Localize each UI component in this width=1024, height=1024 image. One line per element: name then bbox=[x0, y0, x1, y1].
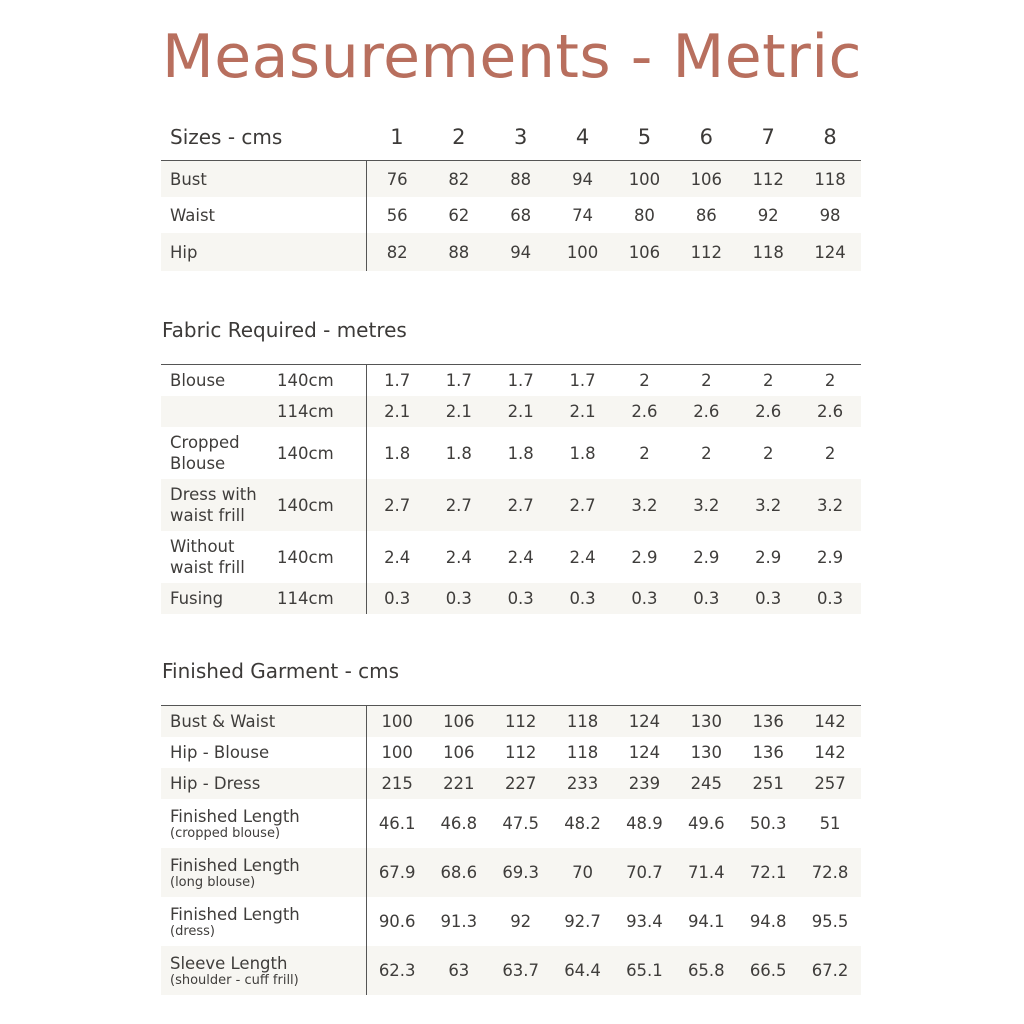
table-cell: 88 bbox=[428, 233, 490, 271]
table-cell: 2.6 bbox=[799, 396, 861, 427]
fabric-width: 114cm bbox=[277, 396, 366, 427]
table-cell: 2.4 bbox=[384, 547, 411, 567]
row-label bbox=[161, 396, 277, 427]
table-cell: 2.6 bbox=[675, 396, 737, 427]
table-cell: 215 bbox=[366, 768, 428, 799]
table-cell: 0.3 bbox=[552, 583, 614, 614]
table-cell: 0.3 bbox=[799, 583, 861, 614]
table-row bbox=[161, 583, 861, 614]
row-label-note: (shoulder - cuff frill) bbox=[170, 972, 299, 988]
row-label-line1: Cropped bbox=[170, 433, 240, 452]
page-title: Measurements - Metric bbox=[161, 22, 862, 92]
table-cell: 86 bbox=[695, 205, 717, 225]
row-label bbox=[161, 427, 277, 479]
table-cell: 68 bbox=[510, 205, 532, 225]
fabric-width: 140cm bbox=[277, 427, 366, 479]
table-cell: 239 bbox=[614, 768, 676, 799]
table-cell: 112 bbox=[737, 161, 799, 198]
size-header: 2 bbox=[452, 125, 466, 149]
size-header: 7 bbox=[761, 125, 775, 149]
table-cell: 118 bbox=[566, 743, 599, 762]
table-cell: 2 bbox=[824, 443, 836, 463]
table-row bbox=[161, 897, 861, 946]
table-cell: 68.6 bbox=[428, 848, 490, 897]
sizes-header-row bbox=[161, 114, 861, 161]
row-label-line2: waist frill bbox=[170, 558, 245, 577]
table-cell: 94 bbox=[490, 233, 552, 271]
table-cell: 106 bbox=[428, 706, 490, 738]
table-cell: 70.7 bbox=[614, 848, 676, 897]
table-row bbox=[161, 396, 861, 427]
table-cell: 112 bbox=[675, 233, 737, 271]
table-cell: 2.1 bbox=[552, 396, 614, 427]
fabric-width: 140cm bbox=[277, 365, 366, 397]
table-cell: 2 bbox=[701, 443, 712, 463]
row-label-note: (long blouse) bbox=[170, 874, 256, 890]
row-label: Hip - Dress bbox=[161, 768, 366, 799]
table-cell: 0.3 bbox=[428, 583, 490, 614]
sizes-table bbox=[161, 114, 861, 271]
table-cell: 1.7 bbox=[507, 371, 534, 390]
table-cell: 233 bbox=[552, 768, 614, 799]
table-cell: 92 bbox=[510, 912, 532, 931]
table-cell: 2.6 bbox=[737, 396, 799, 427]
table-cell: 72.8 bbox=[799, 848, 861, 897]
table-cell: 65.8 bbox=[675, 946, 737, 995]
table-cell: 124 bbox=[799, 233, 861, 271]
table-cell: 2.1 bbox=[490, 396, 552, 427]
table-cell: 69.3 bbox=[490, 848, 552, 897]
table-row bbox=[161, 161, 861, 198]
table-cell: 118 bbox=[799, 161, 861, 198]
table-cell: 245 bbox=[675, 768, 737, 799]
table-cell: 251 bbox=[737, 768, 799, 799]
table-cell: 130 bbox=[690, 743, 723, 762]
table-cell: 3.2 bbox=[675, 479, 737, 531]
table-cell: 65.1 bbox=[614, 946, 676, 995]
row-label: Bust & Waist bbox=[161, 706, 366, 738]
table-cell: 2.1 bbox=[366, 396, 428, 427]
table-row bbox=[161, 706, 861, 738]
row-label bbox=[161, 897, 366, 946]
row-label-line1: Without bbox=[170, 537, 235, 556]
table-cell: 70 bbox=[552, 848, 614, 897]
row-label: Bust bbox=[161, 161, 366, 198]
table-cell: 82 bbox=[366, 233, 428, 271]
table-cell: 2 bbox=[639, 443, 650, 463]
table-cell: 1.8 bbox=[445, 443, 472, 463]
table-cell: 50.3 bbox=[749, 814, 787, 833]
table-cell: 124 bbox=[628, 743, 661, 762]
table-cell: 71.4 bbox=[675, 848, 737, 897]
table-cell: 106 bbox=[443, 743, 475, 762]
table-cell: 2.9 bbox=[755, 547, 782, 567]
table-cell: 2.1 bbox=[428, 396, 490, 427]
finished-section bbox=[161, 653, 861, 995]
table-cell: 106 bbox=[675, 161, 737, 198]
table-cell: 94.1 bbox=[687, 912, 725, 931]
table-cell: 62 bbox=[448, 205, 470, 225]
table-cell: 95.5 bbox=[811, 912, 849, 931]
table-cell: 106 bbox=[614, 233, 676, 271]
row-label bbox=[161, 946, 366, 995]
table-cell: 46.8 bbox=[440, 814, 478, 833]
sizes-section bbox=[161, 114, 861, 271]
row-label-line1: Dress with bbox=[170, 485, 257, 504]
table-cell: 130 bbox=[675, 706, 737, 738]
table-cell: 1.7 bbox=[445, 371, 472, 390]
size-header: 6 bbox=[699, 125, 713, 149]
table-cell: 3.2 bbox=[737, 479, 799, 531]
table-cell: 2.6 bbox=[614, 396, 676, 427]
table-cell: 112 bbox=[504, 743, 537, 762]
row-label: Waist bbox=[161, 197, 366, 233]
row-label bbox=[161, 531, 277, 583]
table-cell: 2 bbox=[701, 371, 712, 390]
table-cell: 1.7 bbox=[569, 371, 596, 390]
table-row bbox=[161, 848, 861, 897]
table-cell: 82 bbox=[428, 161, 490, 198]
fabric-width: 114cm bbox=[277, 583, 366, 614]
table-cell: 2.7 bbox=[366, 479, 428, 531]
table-cell: 142 bbox=[814, 743, 846, 762]
table-cell: 74 bbox=[572, 205, 594, 225]
table-cell: 56 bbox=[386, 205, 408, 225]
table-cell: 2.9 bbox=[631, 547, 658, 567]
table-cell: 2 bbox=[762, 443, 774, 463]
size-header: 3 bbox=[514, 125, 528, 149]
row-label-main: Finished Length bbox=[170, 904, 300, 924]
row-label: Hip bbox=[161, 233, 366, 271]
table-cell: 2.4 bbox=[445, 547, 472, 567]
table-cell: 80 bbox=[633, 205, 655, 225]
row-label-note: (cropped blouse) bbox=[170, 825, 281, 841]
row-label-main: Finished Length bbox=[170, 806, 300, 826]
table-cell: 2.7 bbox=[490, 479, 552, 531]
table-cell: 0.3 bbox=[614, 583, 676, 614]
table-cell: 1.7 bbox=[384, 371, 411, 390]
table-cell: 124 bbox=[614, 706, 676, 738]
sizes-label: Sizes - cms bbox=[170, 125, 283, 149]
table-cell: 100 bbox=[614, 161, 676, 198]
size-header: 5 bbox=[637, 125, 652, 149]
finished-heading: Finished Garment - cms bbox=[162, 659, 400, 683]
table-cell: 2.7 bbox=[428, 479, 490, 531]
table-cell: 1.8 bbox=[507, 443, 534, 463]
table-row bbox=[161, 946, 861, 995]
table-row bbox=[161, 479, 861, 531]
table-cell: 67.2 bbox=[799, 946, 861, 995]
table-cell: 62.3 bbox=[366, 946, 428, 995]
table-cell: 48.2 bbox=[564, 814, 601, 833]
table-cell: 47.5 bbox=[502, 814, 540, 833]
row-label: Fusing bbox=[161, 583, 277, 614]
size-header: 8 bbox=[823, 125, 837, 149]
table-cell: 2 bbox=[639, 371, 650, 390]
fabric-section bbox=[161, 312, 861, 614]
table-cell: 100 bbox=[381, 743, 413, 762]
table-cell: 93.4 bbox=[626, 912, 663, 931]
table-cell: 90.6 bbox=[378, 912, 416, 931]
table-cell: 49.6 bbox=[687, 814, 725, 833]
row-label: Blouse bbox=[170, 371, 226, 390]
size-header: 1 bbox=[390, 125, 404, 149]
table-cell: 76 bbox=[366, 161, 428, 198]
table-cell: 0.3 bbox=[737, 583, 799, 614]
row-label-main: Finished Length bbox=[170, 855, 300, 875]
table-cell: 2.7 bbox=[552, 479, 614, 531]
table-cell: 63.7 bbox=[490, 946, 552, 995]
table-cell: 0.3 bbox=[490, 583, 552, 614]
table-cell: 64.4 bbox=[552, 946, 614, 995]
table-row bbox=[161, 768, 861, 799]
row-label-note: (dress) bbox=[170, 923, 215, 939]
table-cell: 136 bbox=[752, 743, 784, 762]
table-cell: 1.8 bbox=[384, 443, 411, 463]
table-cell: 91.3 bbox=[440, 912, 478, 931]
row-label bbox=[161, 799, 366, 848]
table-cell: 0.3 bbox=[366, 583, 428, 614]
table-cell: 0.3 bbox=[675, 583, 737, 614]
row-label bbox=[161, 848, 366, 897]
table-cell: 98 bbox=[819, 205, 841, 225]
table-row bbox=[161, 365, 861, 397]
table-cell: 136 bbox=[737, 706, 799, 738]
table-cell: 118 bbox=[737, 233, 799, 271]
table-row bbox=[161, 737, 861, 768]
table-cell: 46.1 bbox=[378, 814, 416, 833]
table-cell: 3.2 bbox=[614, 479, 676, 531]
table-row bbox=[161, 531, 861, 583]
table-cell: 112 bbox=[490, 706, 552, 738]
table-cell: 88 bbox=[490, 161, 552, 198]
table-row bbox=[161, 233, 861, 271]
table-cell: 227 bbox=[490, 768, 552, 799]
size-header: 4 bbox=[575, 125, 590, 149]
fabric-heading: Fabric Required - metres bbox=[162, 318, 407, 342]
table-cell: 66.5 bbox=[737, 946, 799, 995]
table-cell: 2 bbox=[824, 371, 836, 390]
table-cell: 2 bbox=[762, 371, 774, 390]
table-cell: 92.7 bbox=[564, 912, 601, 931]
table-cell: 51 bbox=[819, 814, 841, 833]
table-cell: 221 bbox=[428, 768, 490, 799]
row-label bbox=[161, 479, 277, 531]
table-cell: 2.4 bbox=[507, 547, 534, 567]
table-row bbox=[161, 427, 861, 479]
table-cell: 142 bbox=[799, 706, 861, 738]
table-cell: 67.9 bbox=[366, 848, 428, 897]
table-cell: 63 bbox=[428, 946, 490, 995]
table-cell: 2.9 bbox=[816, 547, 844, 567]
table-row bbox=[161, 799, 861, 848]
row-label-main: Sleeve Length bbox=[170, 953, 288, 973]
row-label-line2: Blouse bbox=[170, 454, 226, 473]
fabric-width: 140cm bbox=[277, 479, 366, 531]
table-cell: 2.4 bbox=[569, 547, 596, 567]
table-cell: 100 bbox=[552, 233, 614, 271]
table-cell: 3.2 bbox=[799, 479, 861, 531]
row-label: Hip - Blouse bbox=[161, 737, 366, 768]
table-cell: 2.9 bbox=[693, 547, 720, 567]
table-cell: 100 bbox=[366, 706, 428, 738]
table-cell: 257 bbox=[799, 768, 861, 799]
table-cell: 92 bbox=[757, 205, 779, 225]
row-label-line2: waist frill bbox=[170, 506, 245, 525]
fabric-table bbox=[161, 364, 861, 614]
table-row bbox=[161, 197, 861, 233]
table-cell: 94.8 bbox=[749, 912, 787, 931]
fabric-width: 140cm bbox=[277, 531, 366, 583]
table-cell: 94 bbox=[552, 161, 614, 198]
table-cell: 1.8 bbox=[569, 443, 596, 463]
finished-table bbox=[161, 705, 861, 995]
table-cell: 118 bbox=[552, 706, 614, 738]
table-cell: 72.1 bbox=[737, 848, 799, 897]
table-cell: 48.9 bbox=[626, 814, 663, 833]
